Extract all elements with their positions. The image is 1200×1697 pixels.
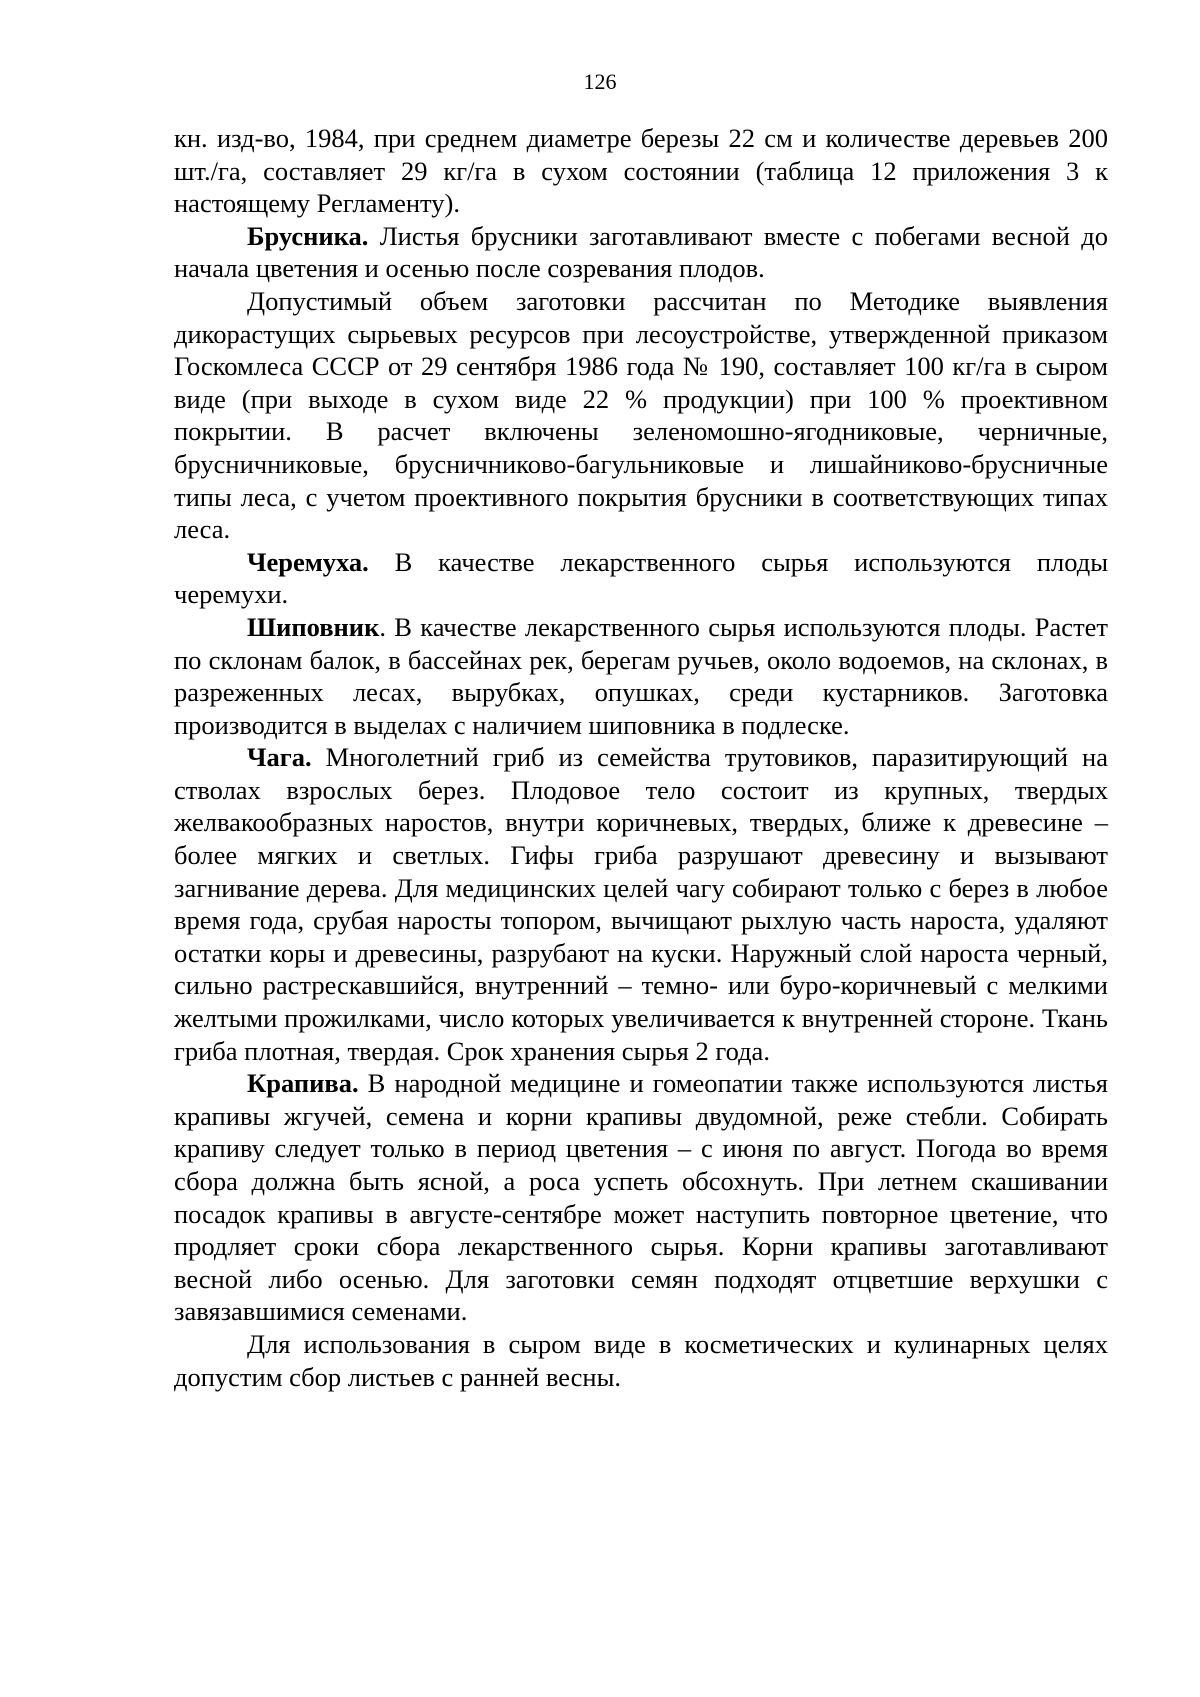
paragraph-continuation — [174, 122, 1108, 220]
paragraph-text: В народной медицине и гомеопатии также используются листья крапивы жгучей, семена и корни крапивы двудомной, реже стебли. Собирать крапиву следует только в период цветения – с июня по август. Погода во время сбора должна быть ясной, а роса успеть обсохнуть. При летнем скашивании посадок крапивы в августе-сентябре может наступить повторное цветение, что продляет сроки сбора лекарственного сырья. Корни крапивы заготавливают весной либо осенью. Для заготовки семян подходят отцветшие верхушки с завязавшимися семенами. — [174, 1068, 1108, 1327]
paragraph-brusnika — [174, 220, 1108, 285]
paragraph-text: Допустимый объем заготовки рассчитан по Методике выявления дикорастущих сырьевых ресурсов при лесоустройстве, утвержденной приказом Госкомлеса СССР от 29 сентября 1986 года № 190, составляет 100 кг/га в сыром виде (при выходе в сухом виде 22 % продукции) при 100 % проективном покрытии. В расчет включены зеленомошно-ягодниковые, черничные, брусничниковые, брусничниково-багульниковые и лишайниково-брусничные типы леса, с учетом проективного покрытия брусники в соответствующих типах леса. — [174, 285, 1108, 545]
paragraph-cheremukha — [174, 546, 1108, 611]
paragraph-heading: Чага. — [247, 742, 312, 773]
paragraph-heading: Черемуха. — [247, 546, 369, 577]
paragraph-krapiva — [174, 1067, 1108, 1328]
paragraph-heading: Крапива. — [247, 1068, 359, 1099]
paragraph-harvest-volume — [174, 285, 1108, 546]
paragraph-heading: Шиповник — [247, 611, 380, 642]
paragraph-chaga — [174, 741, 1108, 1067]
paragraph-text: кн. изд-во, 1984, при среднем диаметре березы 22 см и количестве деревьев 200 шт./га, составляет 29 кг/га в сухом состоянии (таблица 12 приложения 3 к настоящему Регламенту). — [174, 123, 1108, 219]
paragraph-raw-use — [174, 1328, 1108, 1393]
paragraph-text: . В качестве лекарственного сырья используются плоды. Растет по склонам балок, в бассейнах рек, берегам ручьев, около водоемов, на склонах, в разреженных лесах, вырубках, опушках, среди кустарников. Заготовка производится в выделах с наличием шиповника в подлеске. — [174, 611, 1108, 740]
paragraph-heading: Брусника. — [247, 220, 369, 251]
paragraph-shipovnik — [174, 611, 1108, 741]
paragraph-text: В качестве лекарственного сырья используются плоды черемухи. — [174, 546, 1108, 610]
page-number: 126 — [583, 69, 617, 94]
paragraph-text: Листья брусники заготавливают вместе с побегами весной до начала цветения и осенью после созревания плодов. — [174, 220, 1108, 284]
document-body — [174, 122, 1108, 1393]
paragraph-text: Многолетний гриб из семейства трутовиков, паразитирующий на стволах взрослых берез. Плодовое тело состоит из крупных, твердых желвакообразных наростов, внутри коричневых, твердых, ближе к древесине – более мягких и светлых. Гифы гриба разрушают древесину и вызывают загнивание дерева. Для медицинских целей чагу собирают только с берез в любое время года, срубая наросты топором, вычищают рыхлую часть нароста, удаляют остатки коры и древесины, разрубают на куски. Наружный слой нароста черный, сильно растрескавшийся, внутренний – темно- или буро-коричневый с мелкими желтыми прожилками, число которых увеличивается к внутренней стороне. Ткань гриба плотная, твердая. Срок хранения сырья 2 года. — [174, 742, 1108, 1066]
paragraph-text: Для использования в сыром виде в косметических и кулинарных целях допустим сбор листьев с ранней весны. — [174, 1328, 1108, 1392]
